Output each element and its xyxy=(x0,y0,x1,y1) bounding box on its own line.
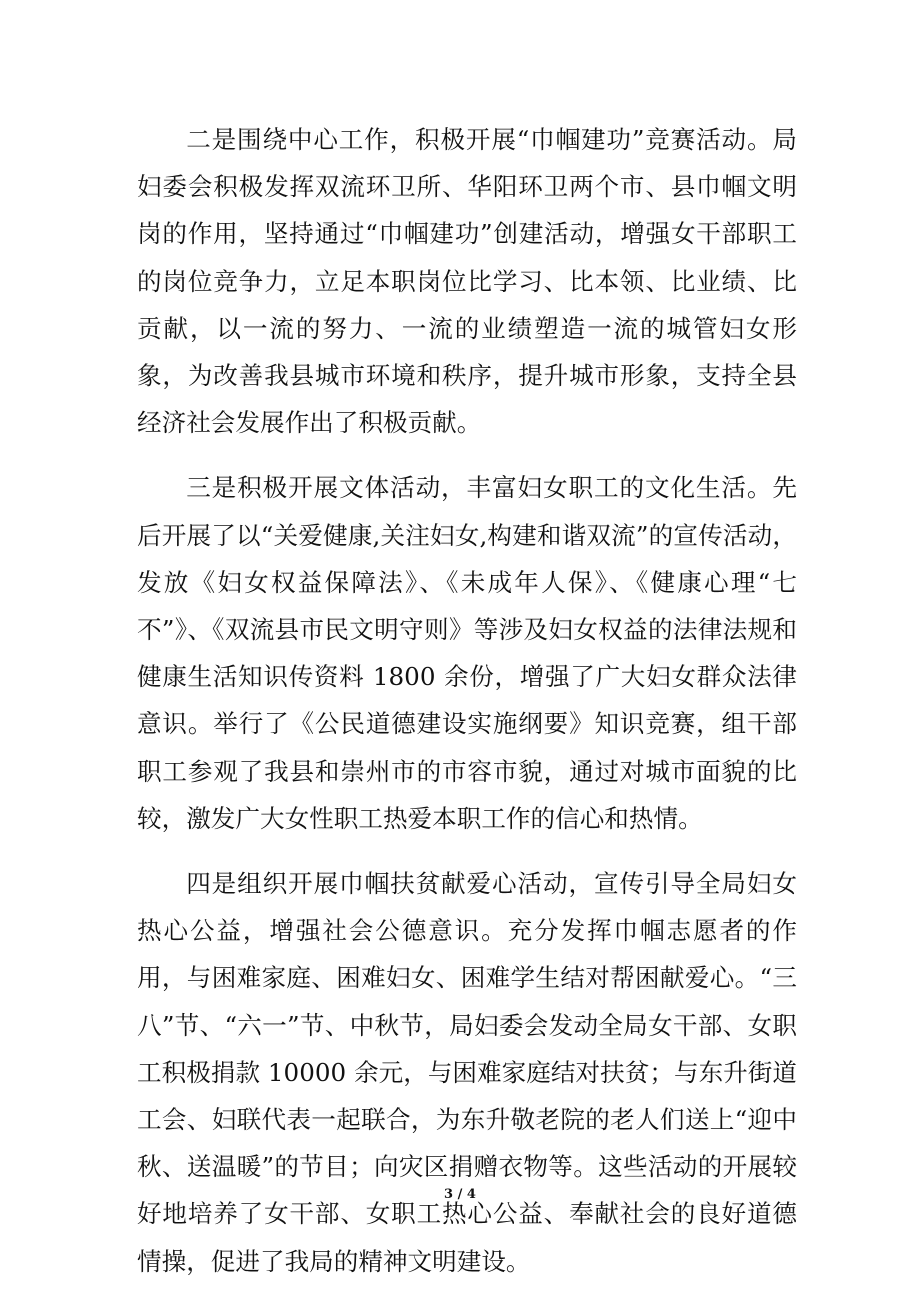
page-number: 3 / 4 xyxy=(444,1187,476,1202)
document-body xyxy=(137,116,797,1303)
paragraph-women-achievement-contest: 二是围绕中心工作，积极开展“巾帼建功”竞赛活动。局妇委会积极发挥双流环卫所、华阳环卫两个市、县巾帼文明岗的作用，坚持通过“巾帼建功”创建活动，增强女干部职工的岗位竞争力，立足本职岗位比学习、比本领、比业绩、比贡献，以一流的努力、一流的业绩塑造一流的城管妇女形象，为改善我县城市环境和秩序，提升城市形象，支持全县经济社会发展作出了积极贡献。 xyxy=(137,125,797,438)
paragraph-poverty-relief-charity: 四是组织开展巾帼扶贫献爱心活动，宣传引导全局妇女热心公益，增强社会公德意识。充分发挥巾帼志愿者的作用，与困难家庭、困难妇女、困难学生结对帮困献爱心。“三八”节、“六一”节、中秋节，局妇委会发动全局女干部、女职工积极捐款 10000 余元，与困难家庭结对扶贫；与东升街道工会、妇联代表一起联合，为东升敬老院的老人们送上“迎中秋、送温暖”的节目；向灾区捐赠衣物等。这些活动的开展较好地培养了女干部、女职工热心公益、奉献社会的良好道德情操，促进了我局的精神文明建设。 xyxy=(137,869,797,1276)
paragraph-cultural-activities: 三是积极开展文体活动，丰富妇女职工的文化生活。先后开展了以“关爱健康,关注妇女,构建和谐双流”的宣传活动，发放《妇女权益保障法》、《未成年人保》、《健康心理“七不”》、《双流县市民文明守则》等涉及妇女权益的法律法规和健康生活知识传资料 1800 余份，增强了广大妇女群众法律意识。举行了《公民道德建设实施纲要》知识竞赛，组干部职工参观了我县和崇州市的市容市貌，通过对城市面貌的比较，激发广大女性职工热爱本职工作的信心和热情。 xyxy=(137,473,797,833)
